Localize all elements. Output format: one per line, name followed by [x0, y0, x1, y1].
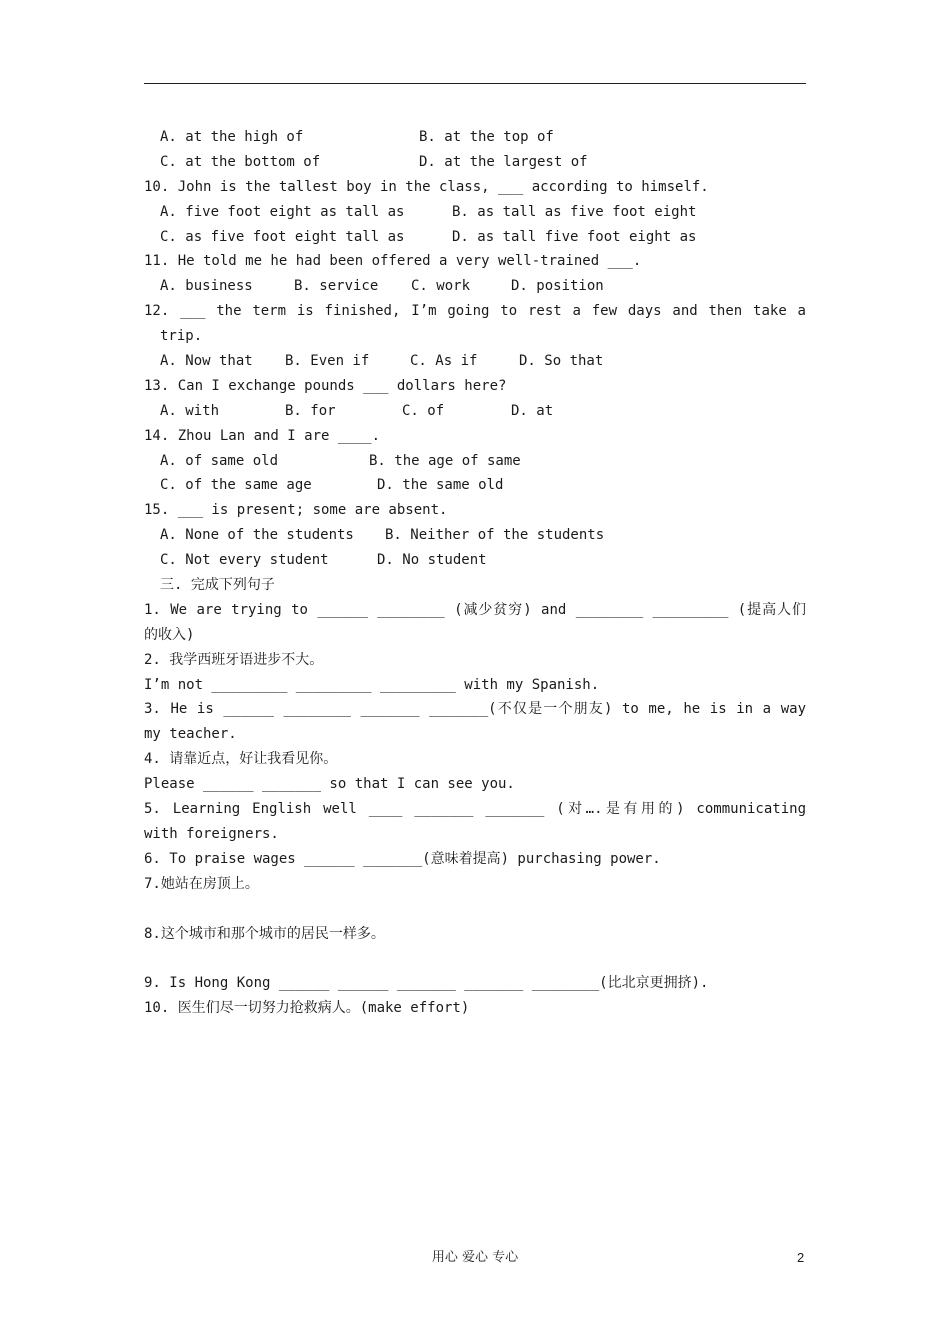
sentence-9: 9. Is Hong Kong ______ ______ _______ _______ ________(比北京更拥挤). [144, 975, 709, 992]
section-3-heading: 三. 完成下列句子 [160, 577, 275, 594]
q12-option-a: A. Now that [160, 353, 253, 370]
sentence-2-chinese: 2. 我学西班牙语进步不大。 [144, 651, 324, 668]
header-rule [144, 83, 806, 84]
page-footer [0, 1246, 950, 1270]
sentence-1-line-2: 的收入) [144, 626, 195, 643]
q14-option-b: B. the age of same [369, 452, 521, 469]
q9-option-d: D. at the largest of [419, 153, 588, 170]
q13-option-d: D. at [511, 402, 554, 419]
q10-options-row-1 [144, 200, 806, 225]
q13-options-row [144, 399, 806, 424]
sentence-6: 6. To praise wages ______ _______(意味着提高) purchasing power. [144, 850, 661, 867]
q12-option-c: C. As if [410, 353, 478, 370]
q15-option-a: A. None of the students [160, 527, 354, 544]
sentence-5-line-2: with foreigners. [144, 825, 279, 842]
q12-stem-line-2: trip. [160, 328, 203, 345]
q15-option-c: C. Not every student [160, 552, 329, 569]
q14-option-d: D. the same old [377, 477, 504, 494]
q10-option-c: C. as five foot eight tall as [160, 228, 405, 245]
q14-options-row-1 [144, 449, 806, 474]
q9-options-row-2 [144, 150, 806, 175]
page-number: 2 [797, 1250, 805, 1265]
sentence-7-answer-space [144, 897, 806, 922]
q11-option-a: A. business [160, 278, 253, 295]
footer-slogan: 用心 爱心 专心 [431, 1250, 519, 1265]
q10-option-d: D. as tall five foot eight as [452, 228, 697, 245]
sentence-8-answer-space [144, 946, 806, 971]
q9-option-c: C. at the bottom of [160, 153, 321, 170]
q12-option-d: D. So that [519, 353, 604, 370]
q10-stem: 10. John is the tallest boy in the class, ___ according to himself. [144, 178, 709, 195]
q12-options-row [144, 349, 806, 374]
q14-option-a: A. of same old [160, 452, 279, 469]
q14-option-c: C. of the same age [160, 477, 312, 494]
sentence-4-english: Please ______ _______ so that I can see you. [144, 776, 515, 793]
q10-option-b: B. as tall as five foot eight [452, 203, 697, 220]
q15-options-row-1 [144, 523, 806, 548]
q9-option-a: A. at the high of [160, 129, 304, 145]
q15-stem: 15. ___ is present; some are absent. [144, 502, 448, 519]
q11-option-d: D. position [511, 278, 604, 295]
sentence-3-line-1: 3. He is ______ ________ _______ _______(不仅是一个朋友) to me, he is in a way [144, 701, 806, 718]
q11-option-b: B. service [294, 278, 379, 295]
sentence-1-line-1: 1. We are trying to ______ ________ (减少贫穷) and ________ _________ (提高人们 [144, 601, 806, 618]
sentence-7: 7.她站在房顶上。 [144, 875, 259, 892]
sentence-10: 10. 医生们尽一切努力抢救病人。(make effort) [144, 1000, 470, 1017]
q12-option-b: B. Even if [285, 353, 370, 370]
q10-option-a: A. five foot eight as tall as [160, 203, 405, 220]
sentence-5-line-1: 5. Learning English well ____ _______ _______ (对….是有用的) communicating [144, 801, 806, 818]
q13-option-b: B. for [285, 402, 336, 419]
q11-option-c: C. work [411, 278, 471, 295]
q13-stem: 13. Can I exchange pounds ___ dollars here? [144, 377, 507, 394]
q13-option-c: C. of [402, 402, 445, 419]
q11-stem: 11. He told me he had been offered a very well-trained ___. [144, 253, 642, 270]
q15-option-d: D. No student [377, 552, 487, 569]
q14-stem: 14. Zhou Lan and I are ____. [144, 427, 381, 444]
q15-option-b: B. Neither of the students [385, 527, 605, 544]
q14-options-row-2 [144, 473, 806, 498]
sentence-8: 8.这个城市和那个城市的居民一样多。 [144, 925, 385, 942]
q11-options-row [144, 274, 806, 299]
sentence-3-line-2: my teacher. [144, 726, 237, 743]
q13-option-a: A. with [160, 402, 220, 419]
sentence-2-english: I’m not _________ _________ _________ with my Spanish. [144, 676, 600, 693]
sentence-4-chinese: 4. 请靠近点，好让我看见你。 [144, 751, 338, 768]
q9-options-row-1 [144, 125, 806, 150]
q15-options-row-2 [144, 548, 806, 573]
worksheet-content [144, 125, 806, 1021]
q10-options-row-2 [144, 225, 806, 250]
q12-stem-line-1: 12. ___ the term is finished, I’m going to rest a few days and then take a [144, 303, 806, 320]
q9-option-b: B. at the top of [419, 129, 554, 145]
